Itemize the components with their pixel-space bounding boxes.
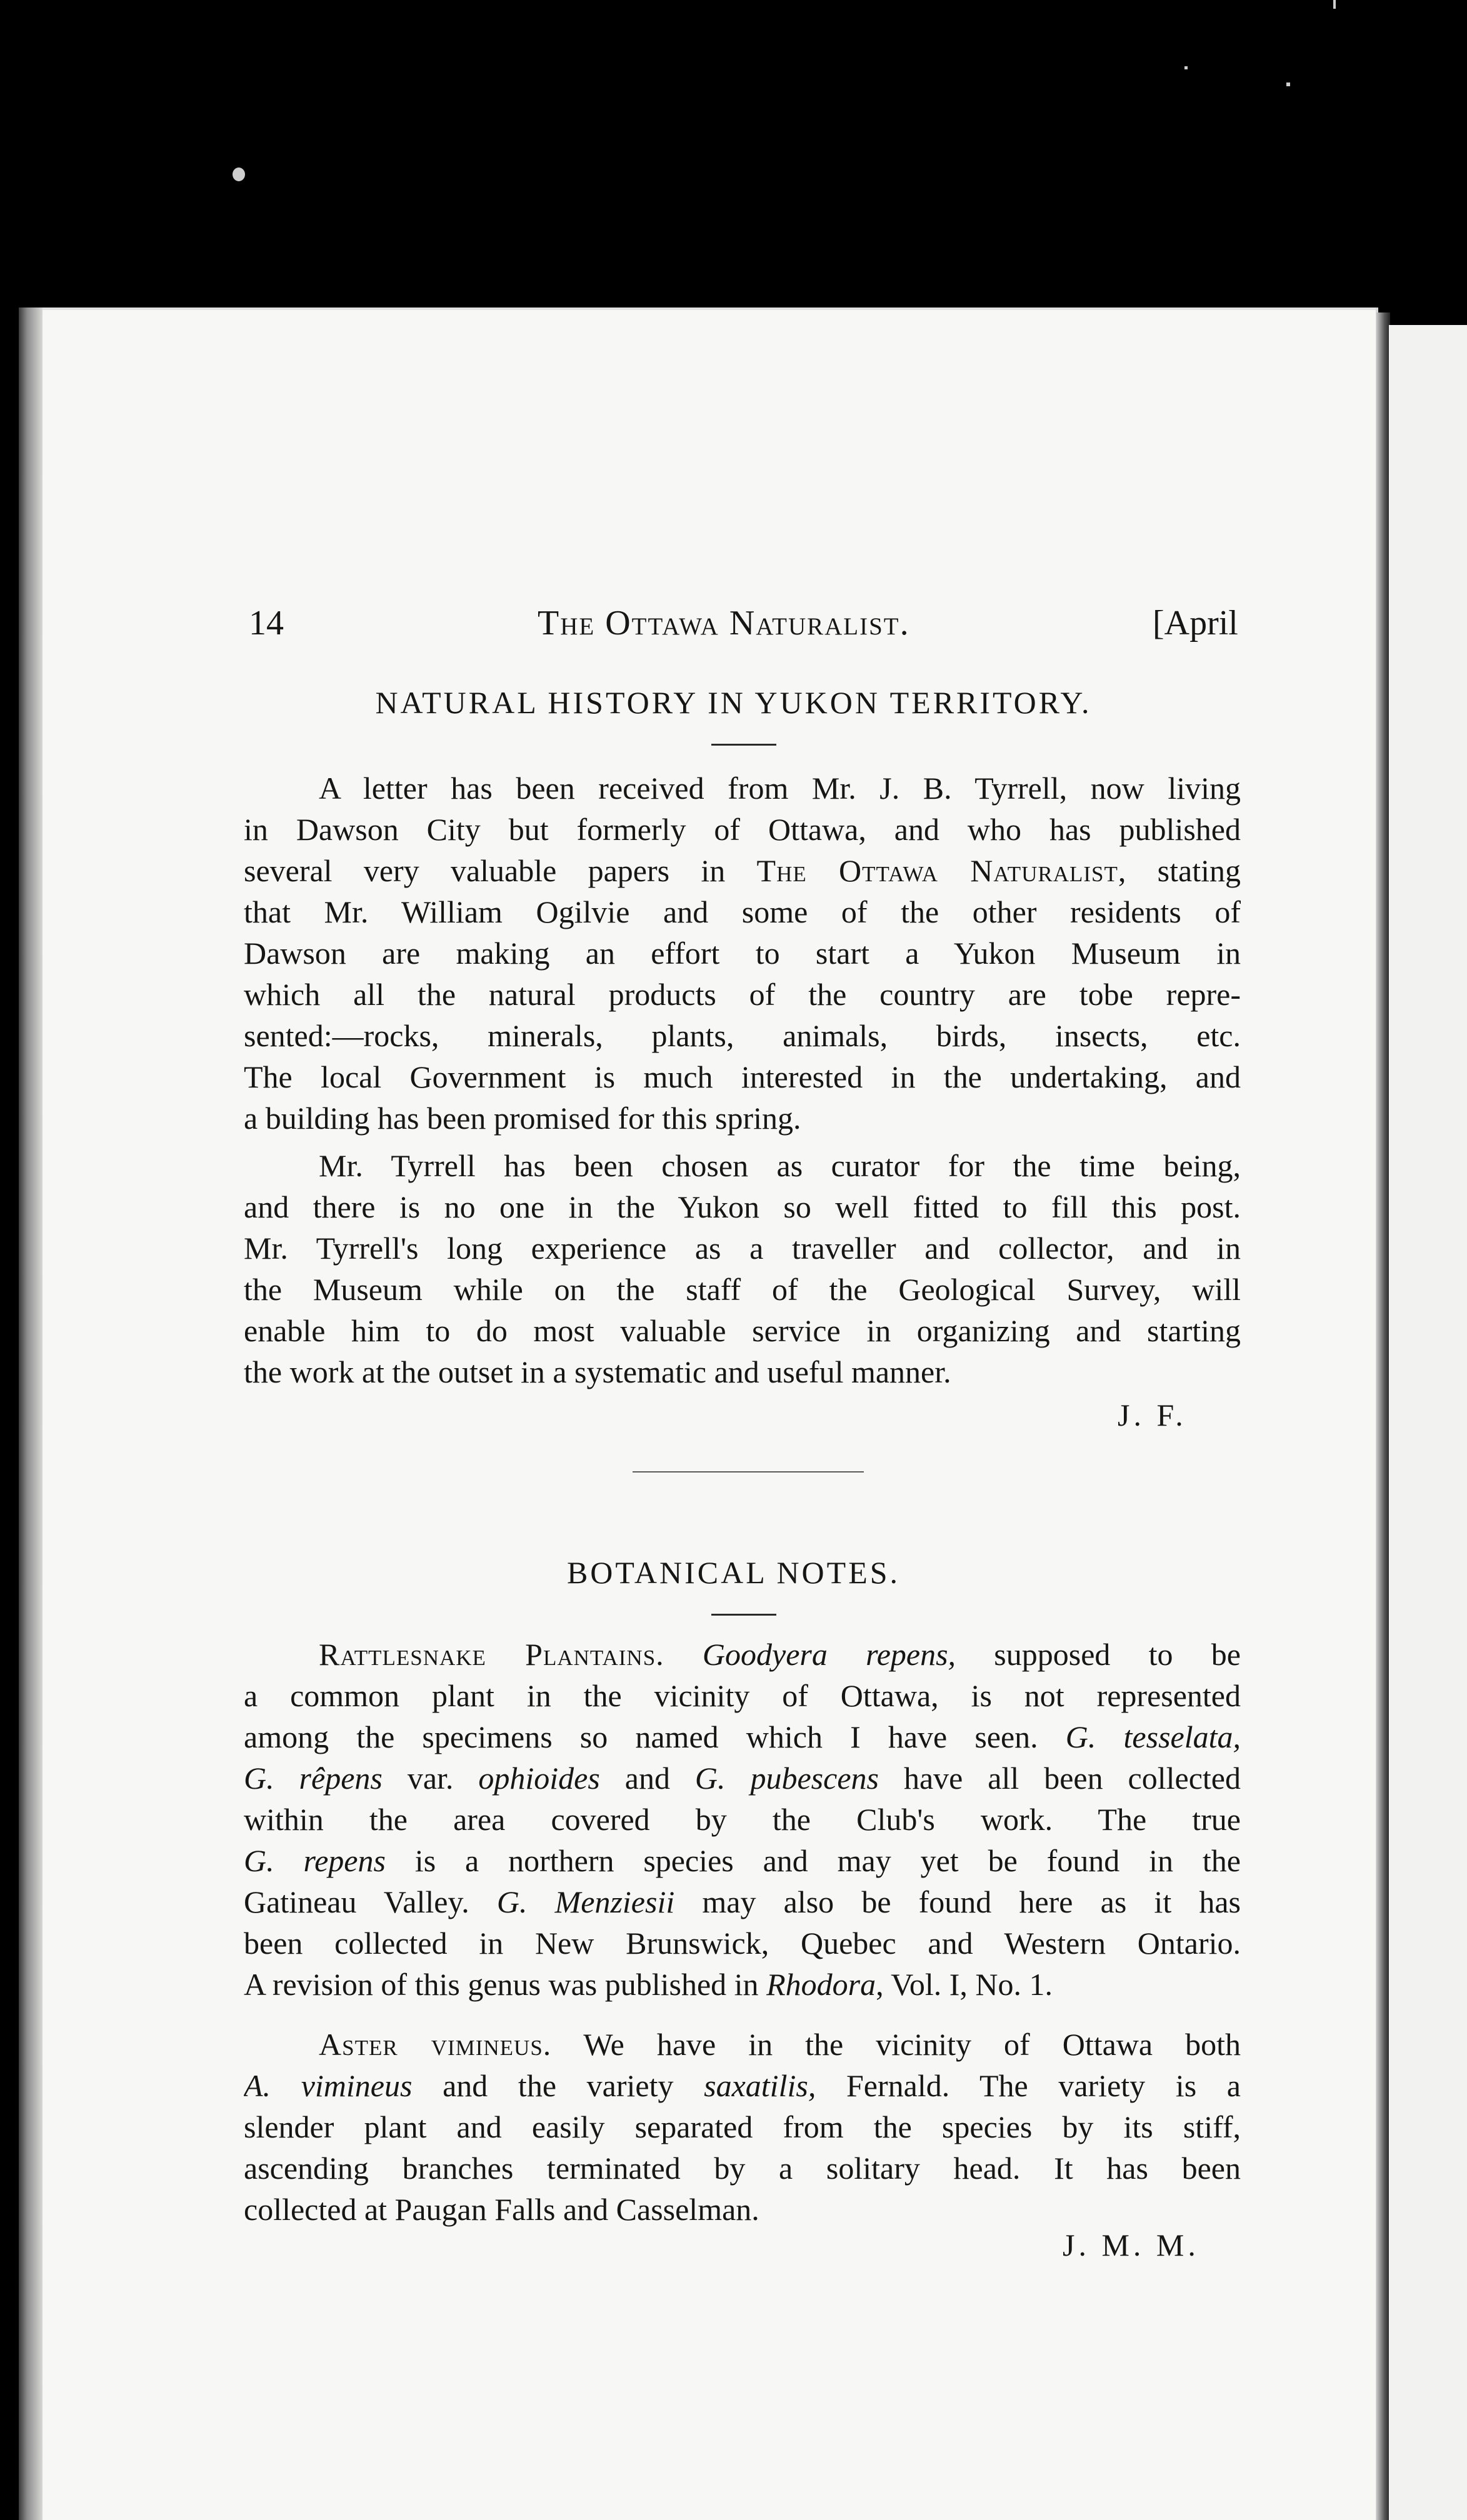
text-run: several very valuable papers in bbox=[244, 853, 757, 888]
text-line: The local Government is much interested in the undertaking, and bbox=[244, 1059, 1241, 1094]
text-line: Mr. Tyrrell's long experience as a traveller and collector, and in bbox=[244, 1231, 1241, 1266]
signature-jf: J. F. bbox=[1118, 1398, 1187, 1432]
text-line bbox=[244, 2065, 1241, 2106]
species-name: G. pubescens bbox=[694, 1761, 879, 1796]
article-heading-yukon: NATURAL HISTORY IN YUKON TERRITORY. bbox=[375, 685, 1092, 720]
note-lead: Aster vimineus. bbox=[319, 2027, 552, 2062]
species-name: G. Menziesii bbox=[496, 1884, 675, 1919]
text-run: may also be found here as it has bbox=[674, 1884, 1241, 1919]
text-line bbox=[244, 1964, 1241, 2005]
text-line: been collected in New Brunswick, Quebec and Western Ontario. bbox=[244, 1926, 1241, 1961]
text-run: We have in the vicinity of Ottawa both bbox=[551, 2027, 1241, 2062]
journal-name: Rhodora bbox=[766, 1967, 876, 2002]
text-line bbox=[244, 1881, 1241, 1922]
issue-month: [April bbox=[1153, 604, 1238, 642]
article-heading-botanical: BOTANICAL NOTES. bbox=[566, 1555, 901, 1590]
section-divider bbox=[633, 1471, 864, 1472]
text-run: A revision of this genus was published in bbox=[244, 1967, 767, 2002]
species-name: Goodyera repens, bbox=[702, 1637, 956, 1672]
text-run: is a northern species and may yet be found in the bbox=[385, 1843, 1241, 1878]
paragraph-yukon-1 bbox=[244, 768, 1241, 1139]
text-line: the Museum while on the staff of the Geological Survey, will bbox=[244, 1272, 1241, 1307]
text-line bbox=[244, 1634, 1241, 1675]
text-line: Mr. Tyrrell has been chosen as curator for the time being, bbox=[319, 1148, 1241, 1183]
text-run: supposed to be bbox=[956, 1637, 1241, 1672]
text-line: collected at Paugan Falls and Casselman. bbox=[244, 2192, 759, 2227]
text-run: Gatineau Valley. bbox=[244, 1884, 497, 1919]
running-header bbox=[0, 603, 1467, 653]
text-line bbox=[244, 2024, 1241, 2065]
text-line: in Dawson City but formerly of Ottawa, and who has published bbox=[244, 812, 1241, 847]
text-run: Fernald. The variety is a bbox=[816, 2068, 1241, 2103]
text-line bbox=[244, 850, 1241, 891]
paragraph-aster-vimineus bbox=[244, 2024, 1241, 2230]
text-line: A letter has been received from Mr. J. B. Tyrrell, now living bbox=[319, 771, 1241, 806]
text-run: var. bbox=[382, 1761, 479, 1796]
text-line: enable him to do most valuable service in organizing and starting bbox=[244, 1313, 1241, 1348]
species-name: ophioides bbox=[478, 1761, 600, 1796]
text-line: sented:—rocks, minerals, plants, animals, birds, insects, etc. bbox=[244, 1018, 1241, 1053]
signature-jmm: J. M. M. bbox=[1063, 2228, 1199, 2262]
adjacent-page bbox=[1389, 325, 1467, 2520]
text-line bbox=[244, 1758, 1241, 1799]
note-lead: Rattlesnake Plantains. bbox=[319, 1637, 664, 1672]
text-line: the work at the outset in a systematic and useful manner. bbox=[244, 1354, 951, 1389]
text-line: a building has been promised for this spring. bbox=[244, 1101, 801, 1136]
text-run: and the variety bbox=[412, 2068, 704, 2103]
species-name: G. tesselata, bbox=[1065, 1719, 1241, 1754]
text-line bbox=[244, 1716, 1241, 1758]
text-line: a common plant in the vicinity of Ottawa, is not represented bbox=[244, 1678, 1241, 1713]
heading-rule bbox=[711, 1614, 776, 1616]
text-run: have all been collected bbox=[878, 1761, 1241, 1796]
paragraph-yukon-2 bbox=[244, 1145, 1241, 1392]
text-line bbox=[244, 1840, 1241, 1881]
text-line: ascending branches terminated by a solitary head. It has been bbox=[244, 2151, 1241, 2186]
text-run: among the specimens so named which I have seen. bbox=[244, 1719, 1066, 1754]
species-name: G. repens bbox=[244, 1843, 386, 1878]
text-run: and bbox=[599, 1761, 695, 1796]
species-name: A. vimineus bbox=[244, 2068, 413, 2103]
species-name: G. rêpens bbox=[244, 1761, 383, 1796]
page-number: 14 bbox=[249, 604, 284, 642]
journal-name: The Ottawa Naturalist bbox=[756, 853, 1118, 888]
text-line: that Mr. William Ogilvie and some of the other residents of bbox=[244, 894, 1241, 929]
heading-rule bbox=[711, 744, 776, 746]
text-run: , stating bbox=[1118, 853, 1241, 888]
text-line: slender plant and easily separated from the species by its stiff, bbox=[244, 2109, 1241, 2144]
text-line: Dawson are making an effort to start a Yukon Museum in bbox=[244, 936, 1241, 971]
species-name: saxatilis, bbox=[704, 2068, 816, 2103]
text-line: and there is no one in the Yukon so well fitted to fill this post. bbox=[244, 1189, 1241, 1224]
text-line: which all the natural products of the country are tobe repre- bbox=[244, 977, 1241, 1012]
paragraph-rattlesnake-plantains bbox=[244, 1634, 1241, 2005]
text-run: , Vol. I, No. 1. bbox=[876, 1967, 1053, 2002]
text-line: within the area covered by the Club's work. The true bbox=[244, 1802, 1241, 1837]
journal-title: The Ottawa Naturalist. bbox=[538, 604, 910, 642]
